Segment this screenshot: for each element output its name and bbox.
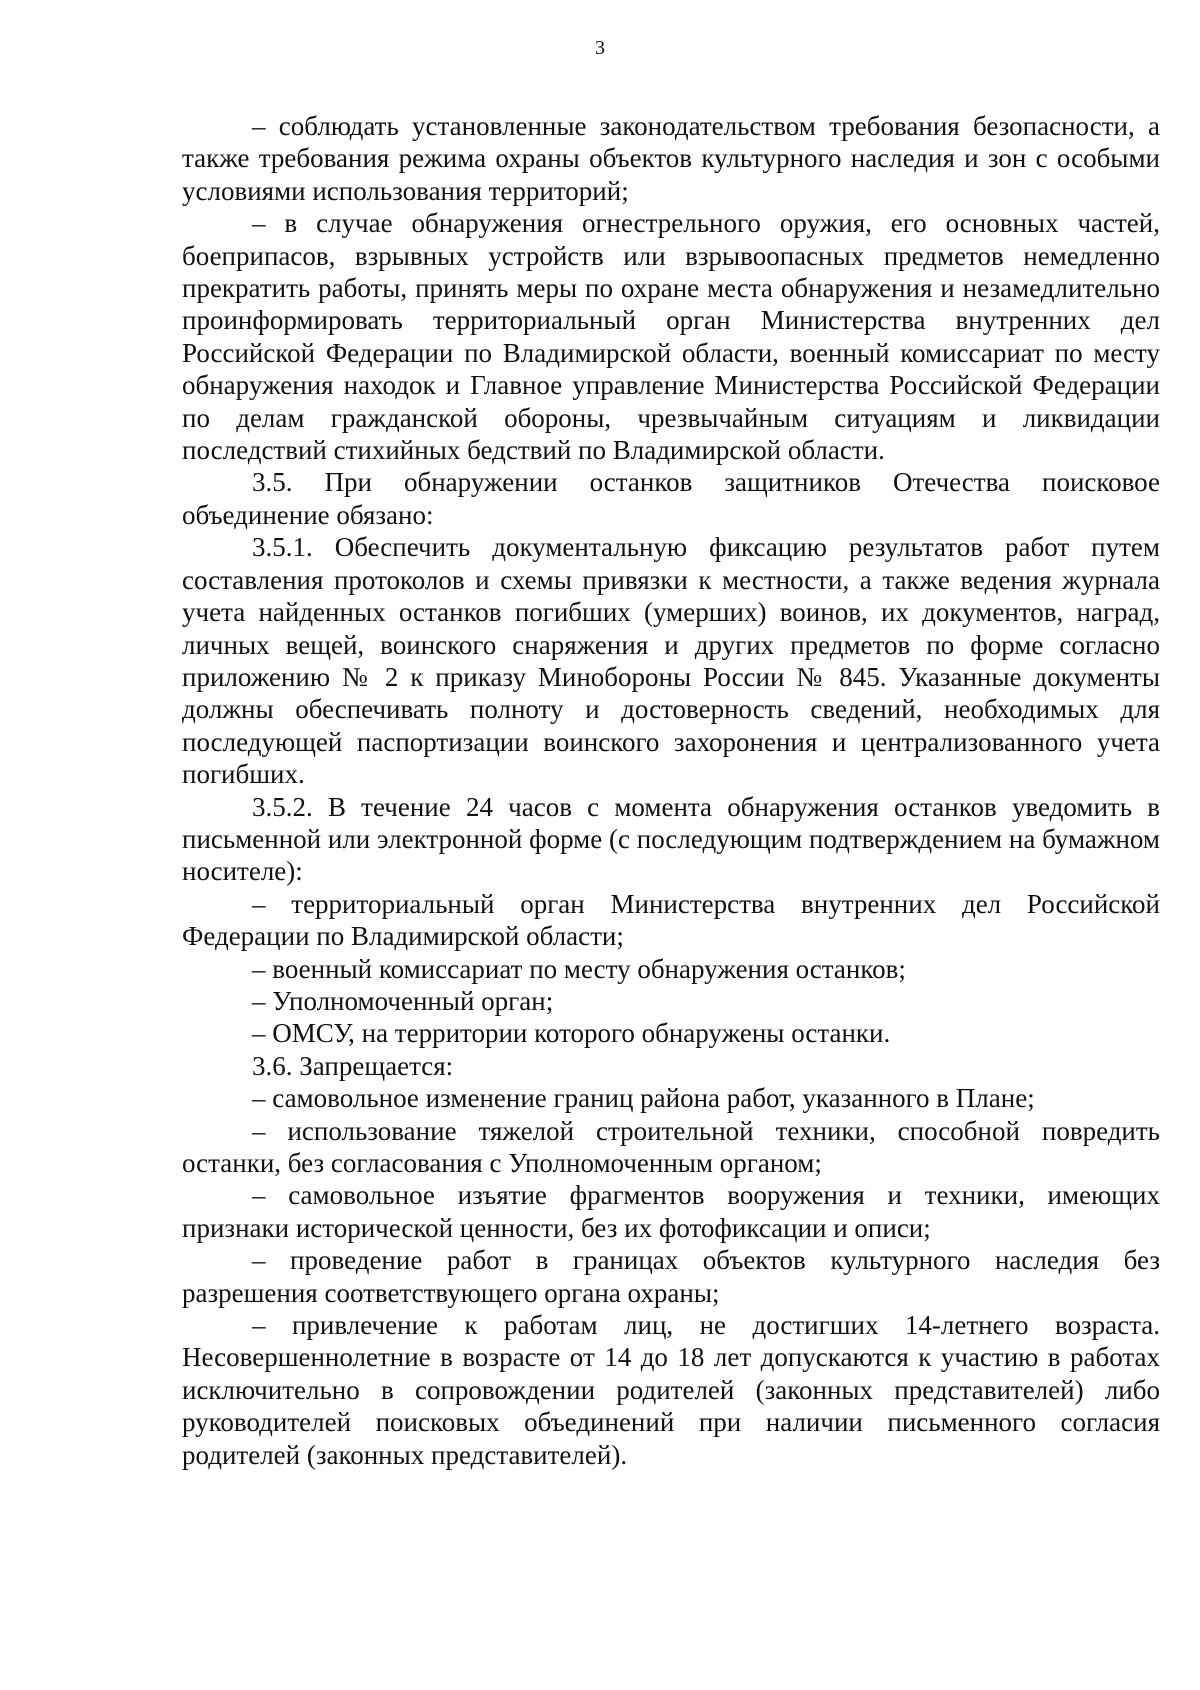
paragraph-weapons-found: – в случае обнаружения огнестрельного оружия, его основных частей, боеприпасов, взрывных устройств или взрывоопасных предметов немедленно прекратить работы, принять меры по охране места обнаружения и незамедлительно проинформировать территориальный орган Министерства внутренних дел Российской Федерации по Владимирской области, военный комиссариат по месту обнаружения находок и Главное управление Министерства Российской Федерации по делам гражданской обороны, чрезвычайным ситуациям и ликвидации последствий стихийных бедствий по Владимирской области. (182, 208, 1160, 466)
paragraph-safety-requirements: – соблюдать установленные законодательством требования безопасности, а также требования режима охраны объектов культурного наследия и зон с особыми условиями использования территорий; (182, 111, 1160, 206)
paragraph-3-5-2: 3.5.2. В течение 24 часов с момента обнаружения останков уведомить в письменной или электронной форме (с последующим подтверждением на бумажном носителе): (182, 791, 1160, 887)
list-item-authorized-body: – Уполномоченный орган; (252, 985, 554, 1016)
list-item-heritage-sites: – проведение работ в границах объектов культурного наследия без разрешения соответствующего органа охраны; (182, 1245, 1160, 1308)
document-body (182, 110, 1160, 1471)
list-item-heavy-machinery: – использование тяжелой строительной техники, способной повредить останки, без согласования с Уполномоченным органом; (182, 1115, 1160, 1178)
paragraph-3-5-1: 3.5.1. Обеспечить документальную фиксацию результатов работ путем составления протоколов и схемы привязки к местности, а также ведения журнала учета найденных останков погибших (умерших) воинов, их документов, наград, личных вещей, воинского снаряжения и других предметов по форме согласно приложению № 2 к приказу Минобороны России № 845. Указанные документы должны обеспечивать полноту и достоверность сведений, необходимых для последующей паспортизации воинского захоронения и централизованного учета погибших. (182, 532, 1160, 790)
list-item-removal-fragments: – самовольное изъятие фрагментов вооружения и техники, имеющих признаки исторической ценности, без их фотофиксации и описи; (182, 1180, 1160, 1243)
paragraph-3-6: 3.6. Запрещается: (252, 1050, 454, 1081)
paragraph-3-5: 3.5. При обнаружении останков защитников Отечества поисковое объединение обязано: (182, 467, 1160, 530)
list-item-minors: – привлечение к работам лиц, не достигших 14-летнего возраста. Несовершеннолетние в возрасте от 14 до 18 лет допускаются к участию в работах исключительно в сопровождении родителей (законных представителей) либо руководителей поисковых объединений при наличии письменного согласия родителей (законных представителей). (182, 1310, 1160, 1470)
list-item-omsu: – ОМСУ, на территории которого обнаружены останки. (252, 1018, 891, 1049)
list-item-military-commissariat: – военный комиссариат по месту обнаружения останков; (252, 953, 906, 984)
list-item-boundaries: – самовольное изменение границ района работ, указанного в Плане; (252, 1083, 1035, 1114)
list-item-mvd: – территориальный орган Министерства внутренних дел Российской Федерации по Владимирской области; (182, 888, 1160, 952)
page-number: 3 (595, 37, 605, 59)
